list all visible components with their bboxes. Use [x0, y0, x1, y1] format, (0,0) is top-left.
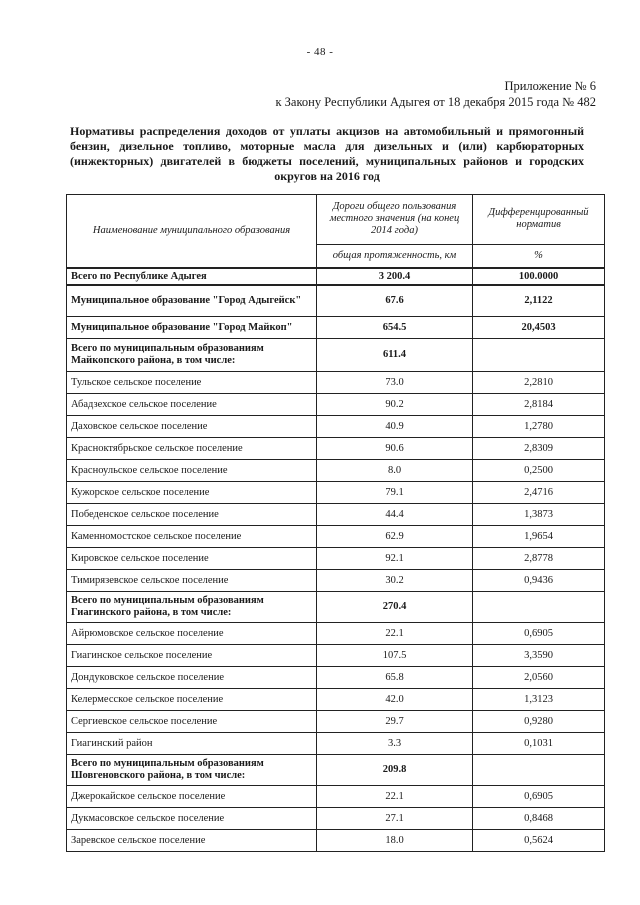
cell-road-length: 92.1	[317, 548, 473, 570]
cell-norm-percent: 0,1031	[473, 733, 605, 755]
cell-municipality-name: Красноульское сельское поселение	[67, 460, 317, 482]
cell-norm-percent: 2,1122	[473, 285, 605, 317]
cell-municipality-name: Победенское сельское поселение	[67, 504, 317, 526]
table-row	[67, 285, 605, 317]
table-row	[67, 645, 605, 667]
table-row	[67, 667, 605, 689]
cell-norm-percent: 0,6905	[473, 623, 605, 645]
cell-norm-percent: 0,2500	[473, 460, 605, 482]
cell-road-length: 44.4	[317, 504, 473, 526]
header-roads: Дороги общего пользования местного значения (на конец 2014 года)	[317, 195, 473, 245]
cell-road-length: 65.8	[317, 667, 473, 689]
table-row	[67, 830, 605, 852]
cell-municipality-name: Муниципальное образование "Город Адыгейск"	[67, 285, 317, 317]
table-row	[67, 526, 605, 548]
cell-municipality-name: Всего по муниципальным образованиям Гиагинского района, в том числе:	[67, 592, 317, 623]
cell-norm-percent: 0,9436	[473, 570, 605, 592]
cell-municipality-name: Муниципальное образование "Город Майкоп"	[67, 317, 317, 339]
cell-road-length: 30.2	[317, 570, 473, 592]
cell-municipality-name: Абадзехское сельское поселение	[67, 394, 317, 416]
cell-municipality-name: Гиагинское сельское поселение	[67, 645, 317, 667]
cell-road-length: 79.1	[317, 482, 473, 504]
cell-road-length: 22.1	[317, 786, 473, 808]
table-row	[67, 623, 605, 645]
cell-norm-percent: 1,3873	[473, 504, 605, 526]
cell-municipality-name: Дондуковское сельское поселение	[67, 667, 317, 689]
appendix-law-reference: к Закону Республики Адыгея от 18 декабря 2015 года № 482	[275, 95, 596, 109]
cell-norm-percent: 0,8468	[473, 808, 605, 830]
cell-norm-percent: 2,4716	[473, 482, 605, 504]
header-norm-unit: %	[473, 244, 605, 268]
cell-norm-percent: 2,8184	[473, 394, 605, 416]
cell-road-length: 29.7	[317, 711, 473, 733]
cell-norm-percent: 0,9280	[473, 711, 605, 733]
cell-road-length: 209.8	[317, 755, 473, 786]
cell-norm-percent: 2,2810	[473, 372, 605, 394]
table-row	[67, 504, 605, 526]
cell-road-length: 270.4	[317, 592, 473, 623]
table-row	[67, 438, 605, 460]
cell-norm-percent	[473, 339, 605, 372]
table-body	[67, 268, 605, 852]
cell-road-length: 42.0	[317, 689, 473, 711]
norms-table	[66, 194, 605, 852]
cell-road-length: 62.9	[317, 526, 473, 548]
cell-norm-percent: 2,8309	[473, 438, 605, 460]
cell-norm-percent	[473, 755, 605, 786]
table-row	[67, 482, 605, 504]
cell-norm-percent: 1,2780	[473, 416, 605, 438]
header-municipality: Наименование муниципального образования	[67, 195, 317, 269]
cell-norm-percent: 0,6905	[473, 786, 605, 808]
cell-road-length: 3 200.4	[317, 268, 473, 285]
cell-norm-percent: 20,4503	[473, 317, 605, 339]
cell-municipality-name: Красноктябрьское сельское поселение	[67, 438, 317, 460]
cell-road-length: 3.3	[317, 733, 473, 755]
cell-road-length: 8.0	[317, 460, 473, 482]
cell-road-length: 107.5	[317, 645, 473, 667]
cell-road-length: 73.0	[317, 372, 473, 394]
cell-norm-percent	[473, 592, 605, 623]
header-roads-unit: общая протяженность, км	[317, 244, 473, 268]
cell-municipality-name: Всего по муниципальным образованиям Шовгеновского района, в том числе:	[67, 755, 317, 786]
table-row	[67, 808, 605, 830]
cell-road-length: 27.1	[317, 808, 473, 830]
cell-road-length: 18.0	[317, 830, 473, 852]
cell-municipality-name: Тимирязевское сельское поселение	[67, 570, 317, 592]
table-row	[67, 711, 605, 733]
cell-municipality-name: Келермесское сельское поселение	[67, 689, 317, 711]
table-row	[67, 394, 605, 416]
cell-norm-percent: 2,0560	[473, 667, 605, 689]
appendix-note	[275, 78, 596, 110]
cell-road-length: 654.5	[317, 317, 473, 339]
page-number: - 48 -	[306, 46, 334, 58]
cell-norm-percent: 2,8778	[473, 548, 605, 570]
cell-road-length: 40.9	[317, 416, 473, 438]
cell-municipality-name: Кужорское сельское поселение	[67, 482, 317, 504]
cell-municipality-name: Гиагинский район	[67, 733, 317, 755]
table-row	[67, 592, 605, 623]
cell-municipality-name: Всего по Республике Адыгея	[67, 268, 317, 285]
cell-norm-percent: 1,9654	[473, 526, 605, 548]
cell-municipality-name: Каменномостское сельское поселение	[67, 526, 317, 548]
cell-municipality-name: Тульское сельское поселение	[67, 372, 317, 394]
table-row	[67, 570, 605, 592]
table-row	[67, 689, 605, 711]
cell-municipality-name: Джерокайское сельское поселение	[67, 786, 317, 808]
cell-municipality-name: Сергиевское сельское поселение	[67, 711, 317, 733]
table-row	[67, 460, 605, 482]
table-row	[67, 317, 605, 339]
table-row	[67, 268, 605, 285]
cell-road-length: 67.6	[317, 285, 473, 317]
table-row	[67, 786, 605, 808]
appendix-number: Приложение № 6	[504, 79, 596, 93]
cell-municipality-name: Кировское сельское поселение	[67, 548, 317, 570]
table-row	[67, 755, 605, 786]
table-row	[67, 548, 605, 570]
cell-municipality-name: Даховское сельское поселение	[67, 416, 317, 438]
document-title: Нормативы распределения доходов от уплаты акцизов на автомобильный и прямогонный бензин, дизельное топливо, моторные масла для дизельных и (или) карбюраторных (инжекторных) двигателей в бюджеты поселений, муниципальных районов и городских округов на 2016 год	[70, 124, 584, 183]
table-row	[67, 733, 605, 755]
table-row	[67, 372, 605, 394]
cell-municipality-name: Айрюмовское сельское поселение	[67, 623, 317, 645]
table-row	[67, 416, 605, 438]
cell-municipality-name: Заревское сельское поселение	[67, 830, 317, 852]
header-norm: Дифференцированный норматив	[473, 195, 605, 245]
cell-norm-percent: 3,3590	[473, 645, 605, 667]
cell-municipality-name: Всего по муниципальным образованиям Майкопского района, в том числе:	[67, 339, 317, 372]
cell-road-length: 90.6	[317, 438, 473, 460]
cell-norm-percent: 100.0000	[473, 268, 605, 285]
cell-norm-percent: 1,3123	[473, 689, 605, 711]
cell-road-length: 90.2	[317, 394, 473, 416]
table-row	[67, 339, 605, 372]
cell-municipality-name: Дукмасовское сельское поселение	[67, 808, 317, 830]
cell-road-length: 611.4	[317, 339, 473, 372]
cell-road-length: 22.1	[317, 623, 473, 645]
cell-norm-percent: 0,5624	[473, 830, 605, 852]
